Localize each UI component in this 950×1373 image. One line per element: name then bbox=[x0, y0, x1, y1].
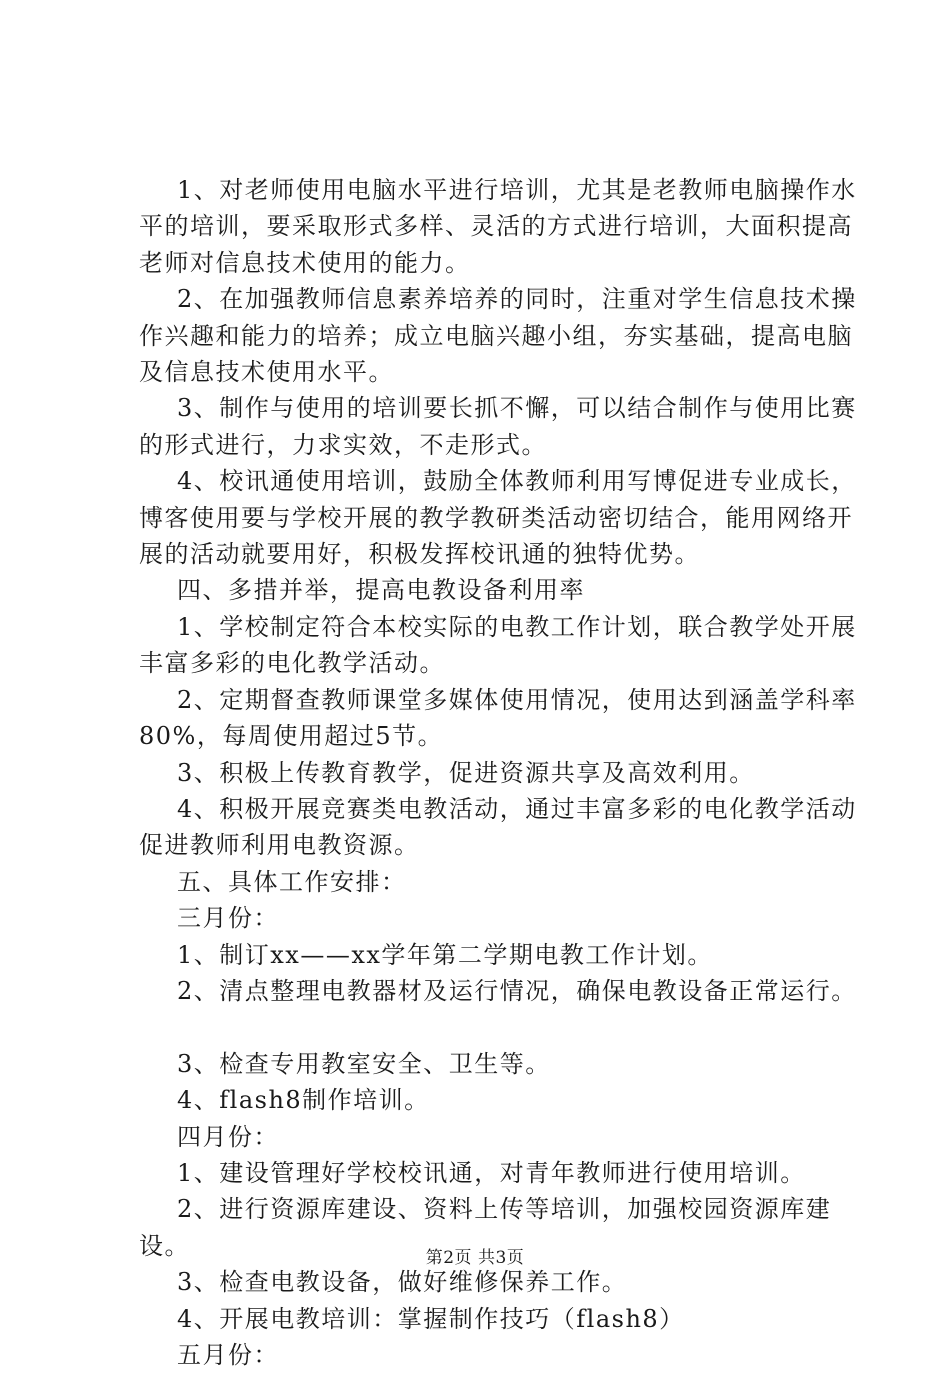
month-heading-april: 四月份： bbox=[177, 1122, 279, 1151]
march-item-4: 4、flash8制作培训。 bbox=[177, 1086, 430, 1115]
paragraph-multimedia-inspection: 2、定期督查教师课堂多媒体使用情况，使用达到涵盖学科率80%，每周使用超过5节。 bbox=[139, 685, 857, 751]
page-number-footer: 第2页 共3页 bbox=[425, 1248, 525, 1268]
section-heading-four: 四、多措并举，提高电教设备利用率 bbox=[177, 576, 585, 605]
paragraph-student-interest: 2、在加强教师信息素养培养的同时，注重对学生信息技术操作兴趣和能力的培养；成立电脑兴趣小组，夯实基础，提高电脑及信息技术使用水平。 bbox=[139, 285, 857, 387]
april-item-4: 4、开展电教培训：掌握制作技巧（flash8） bbox=[177, 1304, 685, 1333]
april-item-1: 1、建设管理好学校校讯通，对青年教师进行使用培训。 bbox=[177, 1158, 806, 1187]
month-heading-march: 三月份： bbox=[177, 904, 279, 933]
march-item-1: 1、制订xx——xx学年第二学期电教工作计划。 bbox=[177, 940, 713, 969]
section-heading-five: 五、具体工作安排： bbox=[177, 867, 407, 896]
month-heading-may: 五月份： bbox=[177, 1340, 279, 1369]
document-body bbox=[139, 172, 859, 1373]
paragraph-training-old-teachers: 1、对老师使用电脑水平进行培训，尤其是老教师电脑操作水平的培训，要采取形式多样、灵活的方式进行培训，大面积提高老师对信息技术使用的能力。 bbox=[139, 176, 857, 277]
paragraph-persistent-training: 3、制作与使用的培训要长抓不懈，可以结合制作与使用比赛的形式进行，力求实效，不走形式。 bbox=[139, 394, 857, 459]
march-item-2: 2、清点整理电教器材及运行情况，确保电教设备正常运行。 bbox=[177, 976, 857, 1005]
april-item-2: 2、进行资源库建设、资料上传等培训，加强校园资源库建设。 bbox=[139, 1195, 832, 1260]
march-item-3: 3、检查专用教室安全、卫生等。 bbox=[177, 1049, 551, 1078]
paragraph-work-plan: 1、学校制定符合本校实际的电教工作计划，联合教学处开展丰富多彩的电化教学活动。 bbox=[139, 612, 857, 678]
paragraph-upload-resources: 3、积极上传教育教学，促进资源共享及高效利用。 bbox=[177, 758, 755, 787]
paragraph-competition-activities: 4、积极开展竞赛类电教活动，通过丰富多彩的电化教学活动促进教师利用电教资源。 bbox=[139, 794, 857, 860]
april-item-3: 3、检查电教设备，做好维修保养工作。 bbox=[177, 1268, 628, 1297]
paragraph-xiaoxuntong-training: 4、校讯通使用培训，鼓励全体教师利用写博促进专业成长，博客使用要与学校开展的教学教研类活动密切结合，能用网络开展的活动就要用好，积极发挥校讯通的独特优势。 bbox=[139, 467, 857, 569]
